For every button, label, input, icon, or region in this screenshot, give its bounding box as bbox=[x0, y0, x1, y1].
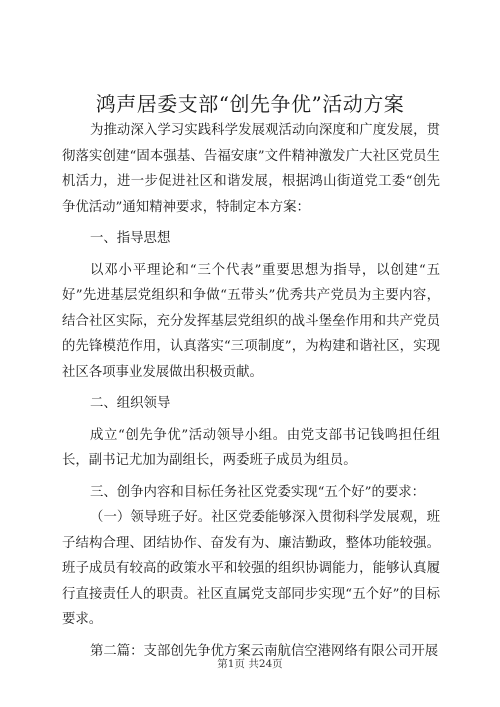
section-heading-guiding-ideology: 一、指导思想 bbox=[90, 231, 171, 246]
document-title: 鸿声居委支部“创先争优”活动方案 bbox=[95, 92, 405, 116]
page-number-footer: 第1页 共24页 bbox=[217, 658, 283, 670]
guiding-ideology-paragraph: 以邓小平理论和“三个代表”重要思想为指导，以创建“五好”先进基层党组织和争做“五带头”优秀共产党员为主要内容，结合社区实际，充分发挥基层党组织的战斗堡垒作用和共产党员的先锋模范作用，认真落实“三项制度”，为构建和谐社区，实现社区各项事业发展做出积极贡献。 bbox=[62, 262, 440, 380]
organization-paragraph: 成立“创先争优”活动领导小组。由党支部书记钱鸣担任组长，副书记尤加为副组长，两委班子成员为组员。 bbox=[62, 427, 440, 468]
intro-paragraph: 为推动深入学习实践科学发展观活动向深度和广度发展，贯彻落实创建“固本强基、告福安康”文件精神激发广大社区党员生机活力，进一步促进社区和谐发展，根据鸿山街道党工委“创先争优活动”通知精神要求，特制定本方案： bbox=[62, 123, 440, 215]
section-heading-organization: 二、组织领导 bbox=[90, 396, 171, 411]
leadership-paragraph: （一）领导班子好。社区党委能够深入贯彻科学发展观，班子结构合理、团结协作、奋发有为、廉洁勤政，整体功能较强。班子成员有较高的政策水平和较强的组织协调能力，能够认真履行直接责任人的职责。社区直属党支部同步实现“五个好”的目标要求。 bbox=[62, 510, 440, 627]
section-heading-content-goals: 三、创争内容和目标任务社区党委实现“五个好”的要求： bbox=[90, 484, 426, 500]
document-body bbox=[62, 118, 440, 664]
second-article-heading: 第二篇：支部创先争优方案云南航信空港网络有限公司开展 bbox=[90, 643, 439, 659]
